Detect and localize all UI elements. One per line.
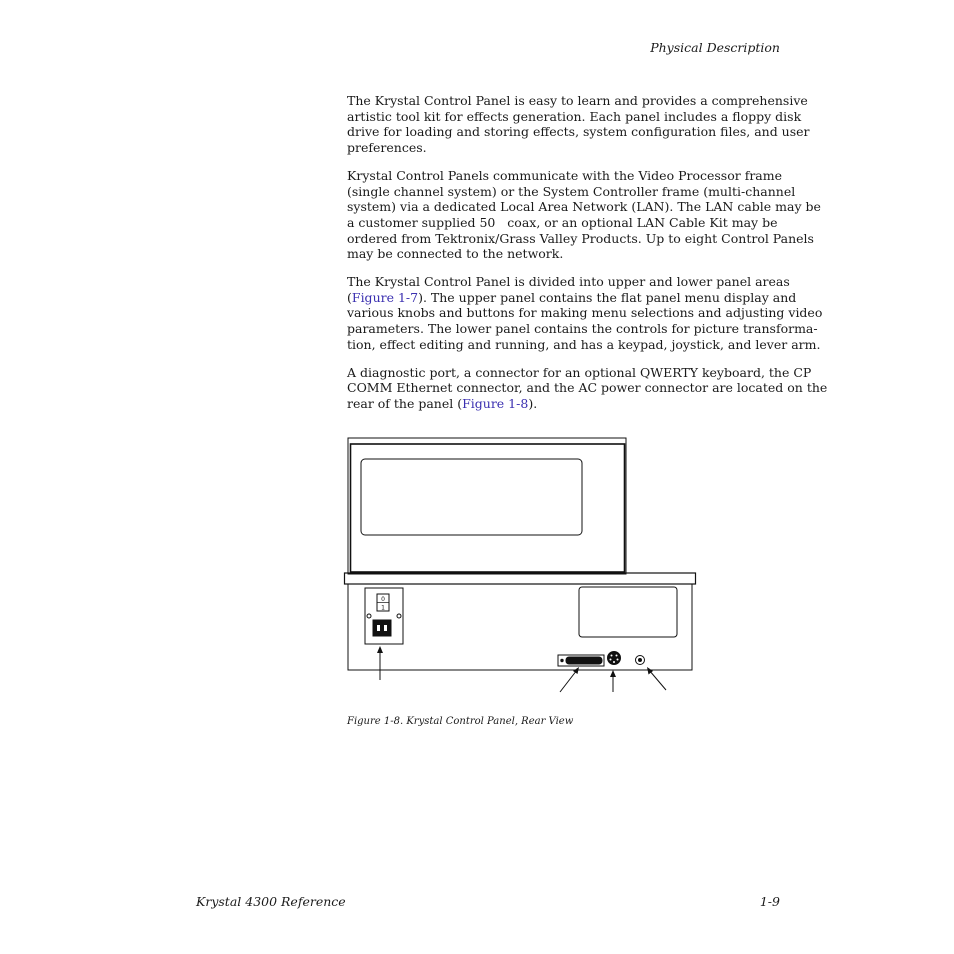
arrowhead-icon — [573, 667, 579, 674]
switch-label-on: 1 — [381, 604, 385, 612]
rear-view-diagram — [343, 436, 698, 698]
mounting-screw-icon — [367, 614, 371, 618]
paragraph-2 — [347, 167, 821, 262]
text-segment: ). The upper panel contains the flat panel menu display and — [418, 289, 797, 305]
text-line: preferences. — [347, 140, 427, 156]
text-line: The Krystal Control Panel is easy to learn and provides a comprehensive — [347, 93, 808, 108]
lower-body — [348, 584, 692, 670]
text-line: tion, effect editing and running, and has a keypad, joystick, and lever arm. — [347, 336, 821, 352]
text-line — [347, 289, 797, 306]
text-line: COMM Ethernet connector, and the AC power connector are located on the — [347, 380, 828, 396]
text-line: A diagnostic port, a connector for an optional QWERTY keyboard, the CP — [347, 364, 812, 380]
text-line: ordered from Tektronix/Grass Valley Products. Up to eight Control Panels — [347, 230, 814, 246]
paragraph-1 — [347, 93, 810, 156]
text-line: drive for loading and storing effects, system configuration files, and user — [347, 124, 810, 140]
arrowhead-icon — [377, 646, 383, 653]
text-line — [347, 396, 780, 412]
text-line: system) via a dedicated Local Area Network (LAN). The LAN cable may be — [347, 199, 821, 215]
diagnostic-port — [566, 657, 602, 664]
power-inlet — [373, 620, 391, 636]
paragraph-4 — [347, 364, 828, 412]
paren-open: ( — [347, 289, 352, 305]
callout-diagnostic — [560, 670, 577, 692]
upper-panel-inner — [351, 444, 625, 572]
text-line: (single channel system) or the System Controller frame (multi-channel — [347, 183, 796, 199]
text-segment: rear of the panel ( — [347, 395, 463, 411]
text-line: may be connected to the network. — [347, 246, 564, 262]
rear-view-figure — [343, 436, 698, 698]
figure-caption: Figure 1-8. Krystal Control Panel, Rear View — [347, 716, 574, 727]
text-line: various knobs and buttons for making menu selections and adjusting video — [347, 305, 823, 321]
text-segment: ). — [528, 395, 538, 411]
switch-label-off: 0 — [381, 596, 385, 603]
footer-title: Krystal 4300 Reference — [196, 894, 346, 909]
floppy-drive-panel — [579, 587, 677, 637]
mounting-screw-icon — [397, 614, 401, 618]
arrowhead-icon — [610, 670, 616, 677]
text-line: Krystal Control Panels communicate with the Video Processor frame — [347, 167, 782, 183]
text-line: parameters. The lower panel contains the controls for picture transforma- — [347, 321, 818, 337]
text-line: a customer supplied 50 coax, or an optional LAN Cable Kit may be — [347, 214, 778, 230]
running-head: Physical Description — [650, 40, 780, 55]
text-line: The Krystal Control Panel is divided into upper and lower panel areas — [347, 274, 790, 290]
callout-cp-comm — [649, 670, 666, 690]
upper-panel-outer — [348, 438, 626, 574]
body-text — [347, 93, 828, 424]
panel-ledge — [345, 573, 696, 584]
figure-1-7-link[interactable]: Figure 1-7 — [351, 289, 419, 305]
display-recess — [361, 459, 582, 535]
text-line: artistic tool kit for effects generation. Each panel includes a floppy disk — [347, 108, 802, 124]
page-number: 1-9 — [759, 894, 780, 909]
paragraph-3 — [347, 274, 823, 353]
figure-1-8-link[interactable]: Figure 1-8 — [462, 395, 529, 411]
